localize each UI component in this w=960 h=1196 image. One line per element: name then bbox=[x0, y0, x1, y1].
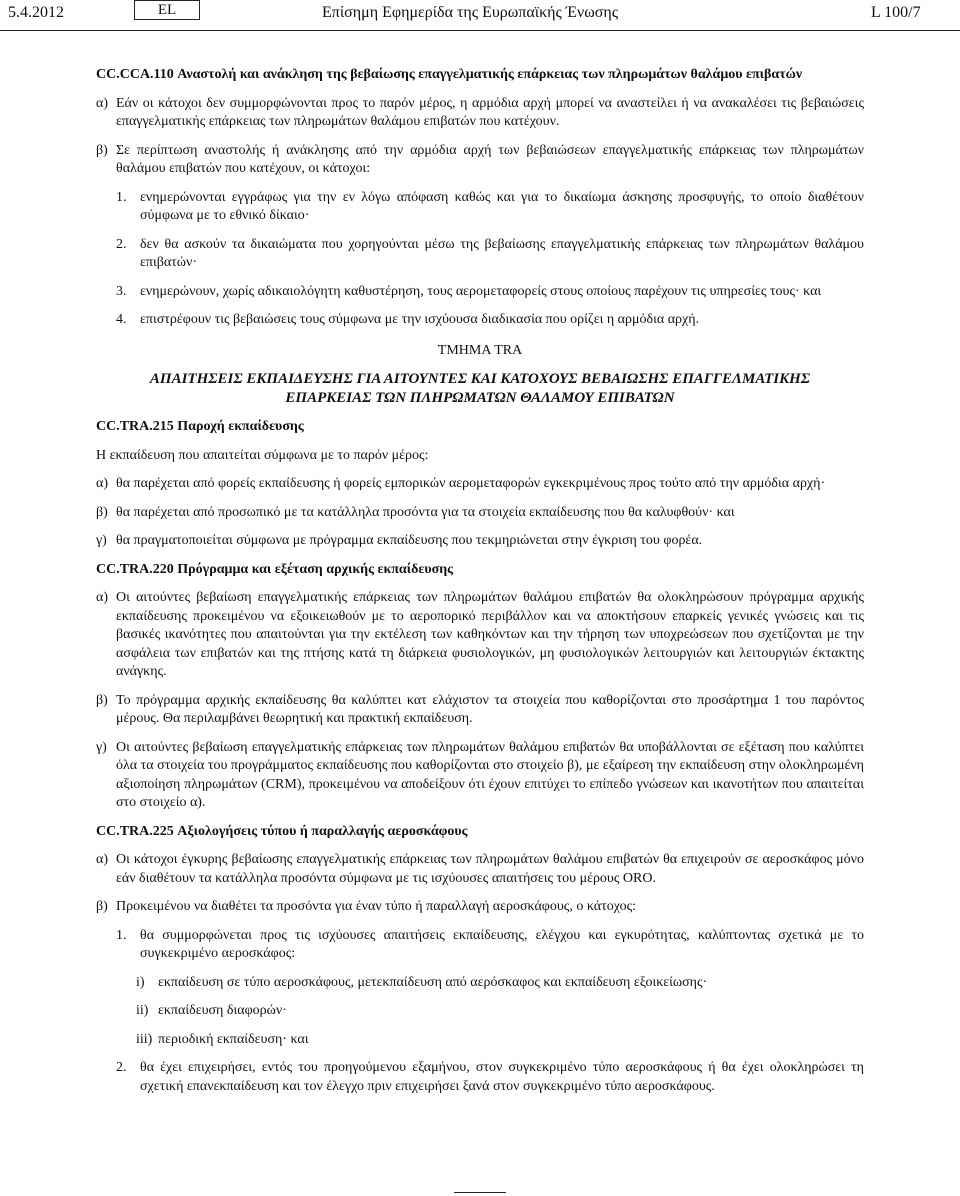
numbered-list bbox=[96, 189, 864, 330]
paragraph-label: β) bbox=[96, 142, 108, 158]
list-item-text: Οι αιτούντες βεβαίωση επαγγελματικής επάρκειας των πληρωμάτων θαλάμου επιβατών θα ολοκληρώσουν πρόγραμμα αρχικής εκπαίδευσης προκειμένου να εξοικειωθούν με το αεροπορικό περιβάλλον και να αποκτήσουν επαρκείς γενικές γνώσεις και τις βασικές ικανότητες που απαιτούνται για την εκτέλεση των καθηκόντων και την τήρηση των υποχρεώσεων που σχετίζονται με την ασφάλεια των επιβατών και της πτήσης κατά τη διάρκεια φυσιολογικών, μη φυσιολογικών λειτουργιών και λειτουργιών έκτακτης ανάγκης. bbox=[116, 590, 864, 679]
list-item-text: θα παρέχεται από προσωπικό με τα κατάλληλα προσόντα για τα στοιχεία εκπαίδευσης που θα καλυφθούν· και bbox=[116, 504, 735, 520]
paragraph-text: Εάν οι κάτοχοι δεν συμμορφώνονται προς το παρόν μέρος, η αρμόδια αρχή μπορεί να αναστείλει ή να ανακαλέσει τις βεβαιώσεις επαγγελματικής επάρκειας των πληρωμάτων θαλάμου επιβατών που κατέχουν. bbox=[116, 95, 864, 129]
sub-list-item bbox=[136, 1002, 864, 1021]
list-item-label: β) bbox=[96, 504, 108, 520]
sub-list-item bbox=[136, 974, 864, 993]
list-item-label: γ) bbox=[96, 533, 107, 548]
list-item bbox=[96, 532, 864, 551]
list-item bbox=[96, 475, 864, 494]
list-item-text: θα παρέχεται από φορείς εκπαίδευσης ή φορείς εμπορικών αερομεταφορών εγκεκριμένους προς τούτο από την αρμόδια αρχή· bbox=[116, 476, 826, 491]
header-divider bbox=[0, 30, 960, 31]
list-item-text: Το πρόγραμμα αρχικής εκπαίδευσης θα καλύπτει κατ ελάχιστον τα στοιχεία που καθορίζονται στο προσάρτημα 1 του παρόντος μέρους. Θα περιλαμβάνει θεωρητική και πρακτική εκπαίδευση. bbox=[116, 692, 864, 726]
list-item-label: α) bbox=[96, 590, 108, 605]
list-item-text: θα συμμορφώνεται προς τις ισχύουσες απαιτήσεις εκπαίδευσης, ελέγχου και εγκυρότητας, καλύπτοντας σχετικά με το συγκεκριμένο αεροσκάφος: bbox=[140, 927, 864, 961]
section-name: ΤΜΗΜΑ TRA bbox=[437, 342, 523, 358]
sub-list-item-text: εκπαίδευση διαφορών· bbox=[158, 1003, 287, 1018]
document-body bbox=[96, 66, 864, 1096]
sub-list-item-label: iii) bbox=[136, 1031, 153, 1047]
sub-list-item bbox=[136, 1031, 864, 1050]
list-item-text: θα πραγματοποιείται σύμφωνα με πρόγραμμα εκπαίδευσης που τεκμηριώνεται στην έγκριση του φορέα. bbox=[116, 533, 703, 548]
page-header bbox=[0, 0, 960, 30]
paragraph-b bbox=[96, 898, 864, 917]
sub-list-item-text: περιοδική εκπαίδευση· και bbox=[158, 1031, 309, 1047]
list-item-text: ενημερώνουν, χωρίς αδικαιολόγητη καθυστέρηση, τους αερομεταφορείς στους οποίους παρέχουν τις υπηρεσίες τους· και bbox=[140, 283, 822, 299]
list-item bbox=[116, 189, 864, 226]
language-badge: EL bbox=[134, 0, 200, 20]
list-item-label: 4. bbox=[116, 312, 127, 327]
section-title-line-1: ΑΠΑΙΤΗΣΕΙΣ ΕΚΠΑΙΔΕΥΣΗΣ ΓΙΑ ΑΙΤΟΥΝΤΕΣ ΚΑΙ ΚΑΤΟΧΟΥΣ ΒΕΒΑΙΩΣΗΣ ΕΠΑΓΓΕΛΜΑΤΙΚΗΣ bbox=[149, 371, 811, 387]
list-item-label: 1. bbox=[116, 927, 127, 943]
list-item-text: θα έχει επιχειρήσει, εντός του προηγούμενου εξαμήνου, στον συγκεκριμένο τύπο αεροσκάφους ή θα έχει ολοκληρώσει τη σχετική επανεκπαίδευση και τον έλεγχο πριν επιχειρήσει ξανά στον συγκεκριμένο τύπο αεροσκάφους. bbox=[140, 1060, 864, 1094]
sub-list-item-text: εκπαίδευση σε τύπο αεροσκάφους, μετεκπαίδευση από αερόσκαφος και εκπαίδευση εξοικείωσης· bbox=[158, 974, 708, 990]
paragraph-text: Προκειμένου να διαθέτει τα προσόντα για έναν τύπο ή παραλλαγή αεροσκάφους, ο κάτοχος: bbox=[116, 899, 637, 914]
paragraph-text: Οι κάτοχοι έγκυρης βεβαίωσης επαγγελματικής επάρκειας των πληρωμάτων θαλάμου επιβατών θα επιχειρούν σε αεροσκάφος μόνο εάν διαθέτουν τα κατάλληλα προσόντα σύμφωνα με τις ισχύουσες απαιτήσεις του μέρους ORO. bbox=[116, 852, 864, 886]
paragraph-b bbox=[96, 142, 864, 179]
list-item bbox=[116, 311, 864, 330]
sub-list-item-label: i) bbox=[136, 974, 145, 990]
paragraph-label: α) bbox=[96, 852, 108, 867]
list-item bbox=[96, 504, 864, 523]
list-item-text: ενημερώνονται εγγράφως για την εν λόγω απόφαση καθώς και για το δικαίωμα άσκησης προσφυγής, το οποίο διαθέτουν σύμφωνα με το εθνικό δίκαιο· bbox=[140, 189, 864, 223]
section-heading-tra225: CC.TRA.225 Αξιολογήσεις τύπου ή παραλλαγής αεροσκάφους bbox=[96, 823, 468, 839]
journal-title: Επίσημη Εφημερίδα της Ευρωπαϊκής Ένωσης bbox=[322, 4, 619, 21]
page-number: L 100/7 bbox=[871, 4, 921, 21]
sub-list bbox=[116, 974, 864, 1050]
list-item bbox=[96, 739, 864, 813]
numbered-list bbox=[96, 927, 864, 1097]
list-item-label: 1. bbox=[116, 189, 127, 205]
list-item bbox=[116, 283, 864, 302]
paragraph-text: Σε περίπτωση αναστολής ή ανάκλησης από την αρμόδια αρχή των βεβαιώσεων επαγγελματικής επάρκειας των πληρωμάτων θαλάμου επιβατών που κατέχουν, οι κάτοχοι: bbox=[116, 142, 864, 176]
intro-text: Η εκπαίδευση που απαιτείται σύμφωνα με το παρόν μέρος: bbox=[96, 447, 429, 463]
list-item-label: 2. bbox=[116, 236, 127, 252]
list-item bbox=[116, 927, 864, 964]
list-item bbox=[96, 692, 864, 729]
list-item-label: β) bbox=[96, 692, 108, 708]
section-heading-tra220: CC.TRA.220 Πρόγραμμα και εξέταση αρχικής εκπαίδευσης bbox=[96, 561, 454, 577]
list-item bbox=[116, 1059, 864, 1096]
section-heading-cca110: CC.CCA.110 Αναστολή και ανάκληση της βεβαίωσης επαγγελματικής επάρκειας των πληρωμάτων θαλάμου επιβατών bbox=[96, 67, 803, 82]
paragraph-label: α) bbox=[96, 95, 108, 111]
paragraph-a bbox=[96, 851, 864, 888]
list-item bbox=[96, 589, 864, 682]
list-item-label: 2. bbox=[116, 1060, 127, 1075]
list-item-label: α) bbox=[96, 476, 108, 491]
footer-divider bbox=[454, 1192, 506, 1193]
sub-list-item-label: ii) bbox=[136, 1003, 149, 1018]
paragraph-a bbox=[96, 95, 864, 132]
list-item-text: επιστρέφουν τις βεβαιώσεις τους σύμφωνα με την ισχύουσα διαδικασία που ορίζει η αρμόδια αρχή. bbox=[140, 312, 700, 327]
section-heading-tra215: CC.TRA.215 Παροχή εκπαίδευσης bbox=[96, 419, 304, 434]
publication-date: 5.4.2012 bbox=[8, 4, 64, 21]
list-item-label: 3. bbox=[116, 283, 127, 299]
list-item-label: γ) bbox=[96, 739, 107, 755]
list-item-text: Οι αιτούντες βεβαίωση επαγγελματικής επάρκειας των πληρωμάτων θαλάμου επιβατών θα υποβάλλονται σε εξέταση που καλύπτει όλα τα στοιχεία του προγράμματος εκπαίδευσης που καθορίζονται στο στοιχείο β), με εξαίρεση την εκπαίδευση στην ολοκληρωμένη αξιοποίηση πληρωμάτων (CRM), προκειμένου να αποδείξουν ότι έχουν επιτύχει το επίπεδο γνώσεων και ικανοτήτων που απαιτείται στο στοιχείο α). bbox=[116, 739, 864, 810]
list-item bbox=[116, 236, 864, 273]
paragraph-label: β) bbox=[96, 899, 108, 914]
section-title-line-2: ΕΠΑΡΚΕΙΑΣ ΤΩΝ ΠΛΗΡΩΜΑΤΩΝ ΘΑΛΑΜΟΥ ΕΠΙΒΑΤΩΝ bbox=[285, 390, 675, 406]
list-item-text: δεν θα ασκούν τα δικαιώματα που χορηγούνται μέσω της βεβαίωσης επαγγελματικής επάρκειας των πληρωμάτων θαλάμου επιβατών· bbox=[140, 236, 864, 270]
